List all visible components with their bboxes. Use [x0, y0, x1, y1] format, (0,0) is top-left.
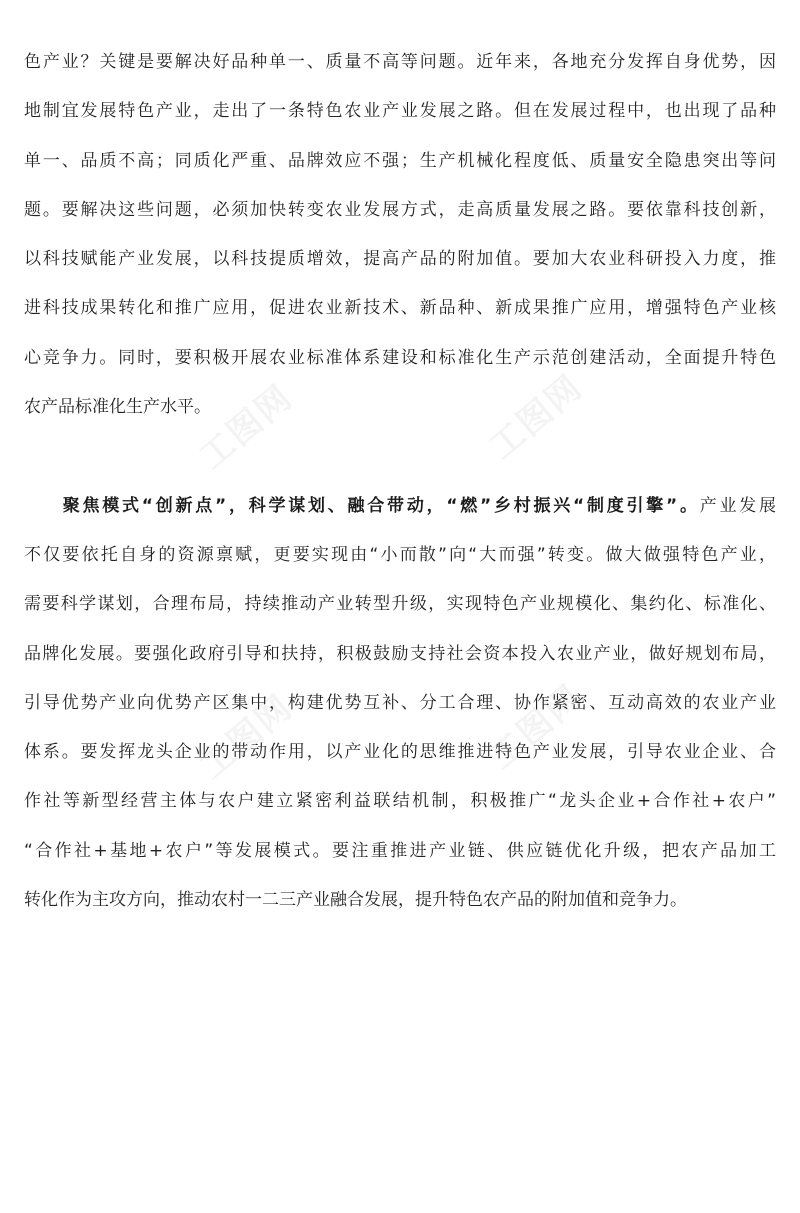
text-line: 需要科学谋划，合理布局，持续推动产业转型升级，实现特色产业规模化、集约化、标准化、: [24, 594, 776, 615]
text-line: 题。要解决这些问题，必须加快转变农业发展方式，走高质量发展之路。要依靠科技创新，: [24, 199, 776, 220]
text-line: 以科技赋能产业发展，以科技提质增效，提高产品的附加值。要加大农业科研投入力度，推: [24, 249, 776, 270]
paragraph-spacer: [24, 432, 776, 481]
paragraph-1: [24, 38, 776, 432]
text-run: 产业发展: [699, 495, 776, 516]
text-line: 转化作为主攻方向，推动农村一二三产业融合发展，提升特色农产品的附加值和竞争力。: [24, 890, 687, 911]
text-line: 作社等新型经营主体与农户建立紧密利益联结机制，积极推广“龙头企业+合作社+农户”: [24, 791, 776, 812]
text-line: 体系。要发挥龙头企业的带动作用，以产业化的思维推进特色产业发展，引导农业企业、合: [24, 742, 776, 763]
text-line: 地制宜发展特色产业，走出了一条特色农业产业发展之路。但在发展过程中，也出现了品种: [24, 101, 776, 122]
watermark: 工图网: [482, 367, 591, 468]
text-line: 品牌化发展。要强化政府引导和扶持，积极鼓励支持社会资本投入农业产业，做好规划布局，: [24, 643, 776, 664]
text-line: 引导优势产业向优势产区集中，构建优势互补、分工合理、协作紧密、互动高效的农业产业: [24, 692, 776, 713]
text-line: 色产业？关键是要解决好品种单一、质量不高等问题。近年来，各地充分发挥自身优势，因: [24, 52, 776, 72]
text-line: “合作社+基地+农户”等发展模式。要注重推进产业链、供应链优化升级，把农产品加工: [24, 840, 776, 861]
text-line: 单一、品质不高；同质化严重、品牌效应不强；生产机械化程度低、质量安全隐患突出等问: [24, 150, 776, 171]
section-heading: 聚焦模式“创新点”，科学谋划、融合带动，“燃”乡村振兴“制度引擎”。: [60, 495, 700, 516]
watermark: 工图网: [192, 687, 301, 788]
text-line: 不仅要依托自身的资源禀赋，更要实现由“小而散”向“大而强”转变。做大做强特色产业，: [24, 544, 776, 565]
text-line: 心竞争力。同时，要积极开展农业标准体系建设和标准化生产示范创建活动，全面提升特色: [24, 347, 776, 368]
watermark: 工图网: [192, 377, 301, 478]
text-line: [24, 482, 776, 531]
watermark: 工图网: [482, 677, 591, 778]
text-line: 进科技成果转化和推广应用，促进农业新技术、新品种、新成果推广应用，增强特色产业核: [24, 298, 776, 319]
text-line: 农产品标准化生产水平。: [24, 397, 211, 418]
paragraph-2: [24, 482, 776, 926]
document-body: [24, 38, 776, 925]
